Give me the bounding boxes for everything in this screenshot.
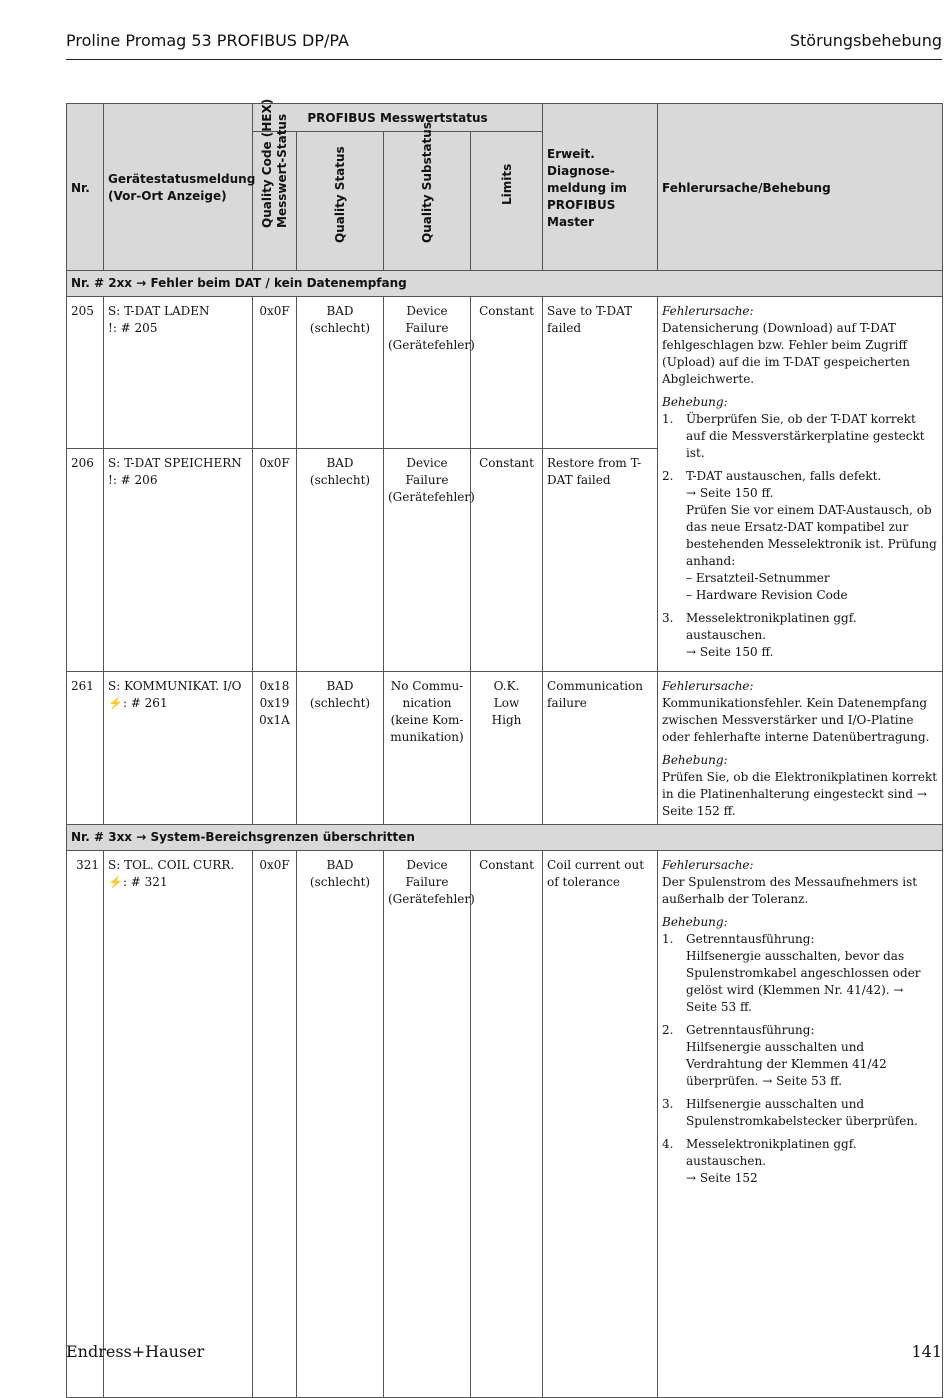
section-2xx: Nr. # 2xx → Fehler beim DAT / kein Datenempfang — [67, 271, 943, 297]
list-item: 3. Hilfsenergie ausschalten und Spulenstromkabelstecker überprüfen. — [662, 1097, 918, 1128]
col-quality-status — [297, 132, 384, 271]
cause-text: Datensicherung (Download) auf T-DAT fehlgeschlagen bzw. Fehler beim Zugriff (Upload) auf die im T-DAT gespeicherten Abgleichwerte. — [662, 321, 910, 386]
col-quality-code-label: Quality Code (HEX) — [259, 98, 274, 228]
row-status: BAD (schlecht) — [297, 851, 384, 1398]
list-item: 3. Messelektronikplatinen ggf. austauschen. → Seite 150 ff. — [662, 611, 857, 659]
row-message: S: T-DAT LADEN !: # 205 — [104, 297, 253, 449]
col-group: PROFIBUS Messwertstatus — [253, 104, 543, 132]
col-quality-substatus-label: Quality Substatus — [420, 122, 434, 243]
row-limits: O.K. Low High — [471, 672, 543, 825]
fix-text: Prüfen Sie, ob die Elektronikplatinen korrekt in die Platinenhalterung eingesteckt sind → Seite 152 ff. — [662, 770, 938, 818]
col-quality-code-label2: Messwert-Status — [274, 113, 289, 228]
fix-label: Behebung: — [662, 753, 728, 767]
row-nr: 321 — [67, 851, 104, 1398]
row-substatus: Device Failure (Gerätefehler) — [384, 448, 471, 671]
section-3xx: Nr. # 3xx → System-Bereichsgrenzen überschritten — [67, 825, 943, 851]
list-item: 2. T-DAT austauschen, falls defekt. → Seite 150 ff. Prüfen Sie vor einem DAT-Austausch, ob das neue Ersatz-DAT kompatibel zur bestehenden Messelektronik ist. Prüfung anhand: – Ersatzteil-Setnummer – Hardware Revision Code — [662, 469, 937, 602]
header-title: Proline Promag 53 PROFIBUS DP/PA — [66, 31, 349, 50]
row-cause — [658, 851, 943, 1398]
cause-label: Fehlerursache: — [662, 679, 754, 693]
footer-company: Endress+Hauser — [66, 1342, 205, 1361]
row-message: S: TOL. COIL CURR. ⚡: # 321 — [104, 851, 253, 1398]
row-diag: Save to T-DAT failed — [543, 297, 658, 449]
col-diag: Erweit. Diagnose-meldung im PROFIBUS Master — [543, 104, 658, 271]
table-row — [67, 672, 943, 825]
row-diag: Restore from T-DAT failed — [543, 448, 658, 671]
fix-steps — [662, 931, 938, 1187]
row-message: S: KOMMUNIKAT. I/O ⚡: # 261 — [104, 672, 253, 825]
table-row — [67, 297, 943, 449]
row-status: BAD (schlecht) — [297, 448, 384, 671]
col-message: Gerätestatusmeldung (Vor-Ort Anzeige) — [104, 104, 253, 271]
list-item: 4. Messelektronikplatinen ggf. austauschen. → Seite 152 — [662, 1137, 857, 1185]
row-limits: Constant — [471, 297, 543, 449]
col-nr: Nr. — [67, 104, 104, 271]
col-quality-status-label: Quality Status — [333, 146, 347, 243]
list-item: 2. Getrenntausführung: Hilfsenergie ausschalten und Verdrahtung der Klemmen 41/42 überprüfen. → Seite 53 ff. — [662, 1023, 887, 1088]
header-rule — [66, 59, 942, 60]
col-limits-label: Limits — [499, 163, 514, 205]
header-section: Störungsbehebung — [789, 31, 942, 50]
row-substatus: Device Failure (Gerätefehler) — [384, 297, 471, 449]
table-row — [67, 851, 943, 1398]
row-diag: Communication failure — [543, 672, 658, 825]
row-nr: 205 — [67, 297, 104, 449]
cause-text: Der Spulenstrom des Messaufnehmers ist außerhalb der Toleranz. — [662, 875, 918, 906]
row-nr: 261 — [67, 672, 104, 825]
row-cause — [658, 297, 943, 672]
page-number: 141 — [911, 1342, 942, 1361]
row-nr: 206 — [67, 448, 104, 671]
row-code: 0x0F — [253, 851, 297, 1398]
list-item: 1. Überprüfen Sie, ob der T-DAT korrekt auf die Messverstärkerplatine gesteckt ist. — [662, 412, 925, 460]
row-substatus: Device Failure (Gerätefehler) — [384, 851, 471, 1398]
cause-label: Fehlerursache: — [662, 304, 754, 318]
col-quality-substatus — [384, 122, 471, 271]
row-limits: Constant — [471, 851, 543, 1398]
cause-text: Kommunikationsfehler. Kein Datenempfang zwischen Messverstärker und I/O-Platine oder fehlerhafte interne Datenübertragung. — [662, 696, 930, 744]
row-message: S: T-DAT SPEICHERN !: # 206 — [104, 448, 253, 671]
list-item: 1. Getrenntausführung: Hilfsenergie ausschalten, bevor das Spulenstromkabel angeschlossen oder gelöst wird (Klemmen Nr. 41/42). → Seite 53 ff. — [662, 932, 921, 1014]
row-code: 0x0F — [253, 297, 297, 449]
col-cause: Fehlerursache/Behebung — [658, 104, 943, 271]
row-status: BAD (schlecht) — [297, 297, 384, 449]
row-code: 0x18 0x19 0x1A — [253, 672, 297, 825]
row-diag: Coil current out of tolerance — [543, 851, 658, 1398]
col-limits — [471, 132, 543, 271]
row-cause — [658, 672, 943, 825]
row-status: BAD (schlecht) — [297, 672, 384, 825]
fix-label: Behebung: — [662, 395, 728, 409]
row-substatus: No Commu- nication (keine Kom- munikation) — [384, 672, 471, 825]
row-limits: Constant — [471, 448, 543, 671]
fix-label: Behebung: — [662, 915, 728, 929]
row-code: 0x0F — [253, 448, 297, 671]
status-table — [66, 98, 943, 1398]
col-quality-code — [253, 98, 297, 271]
fix-steps — [662, 411, 938, 661]
cause-label: Fehlerursache: — [662, 858, 754, 872]
